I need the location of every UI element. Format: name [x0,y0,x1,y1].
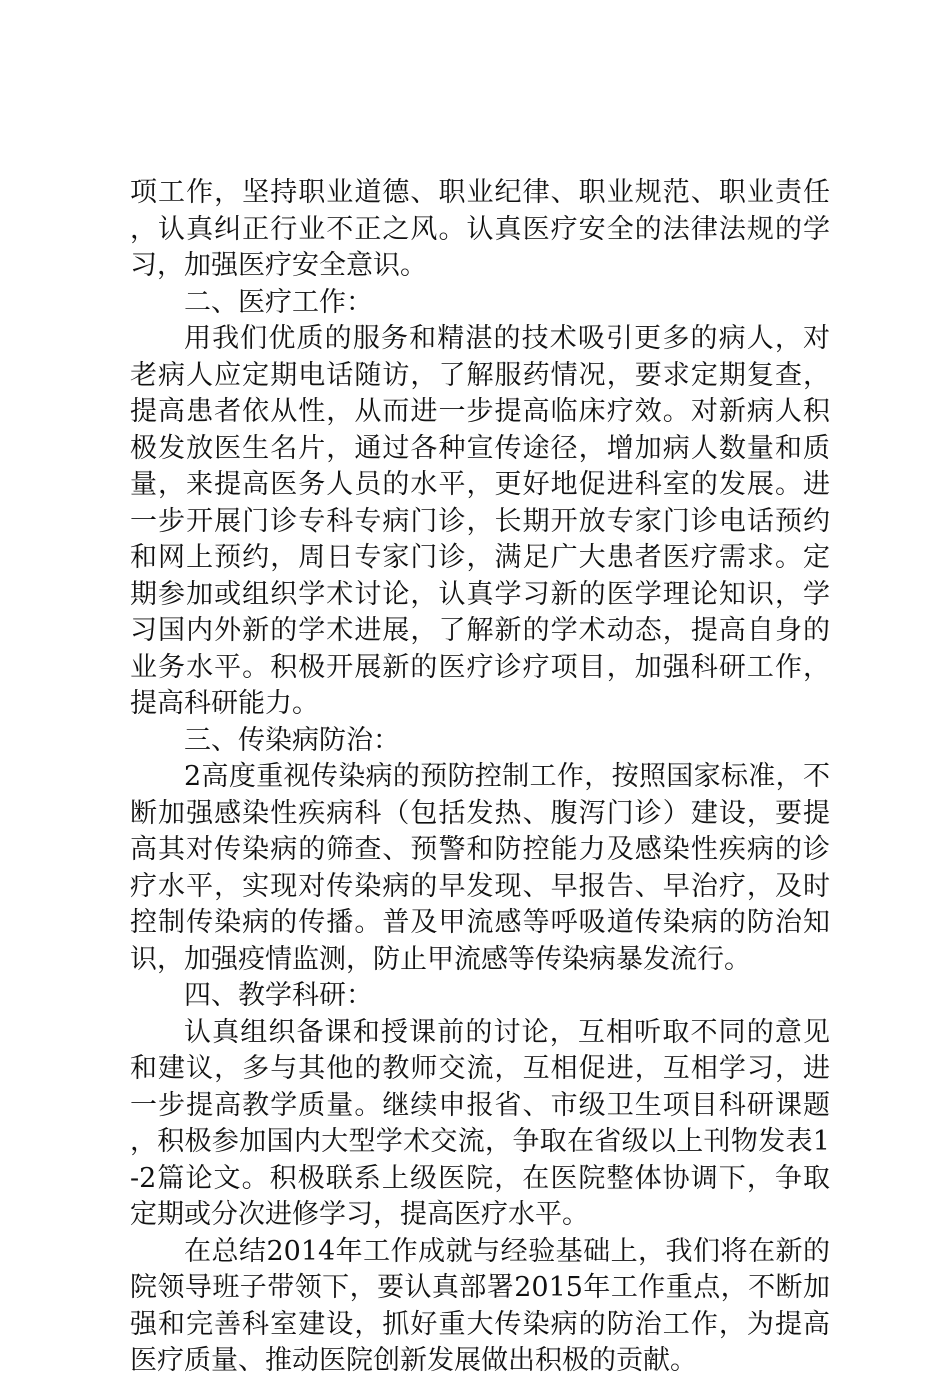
heading-infectious-disease: 三、传染病防治： [184,724,400,756]
paragraph-continuation: 项工作，坚持职业道德、职业纪律、职业规范、职业责任，认真纠正行业不正之风。认真医疗安全的法律法规的学习，加强医疗安全意识。 [130,177,830,281]
heading-teaching-research: 四、教学科研： [184,980,373,1011]
paragraph-infectious-disease: 2高度重视传染病的预防控制工作，按照国家标准，不断加强感染性疾病科（包括发热、腹泻门诊）建设，要提高其对传染病的筛查、预警和防控能力及感染性疾病的诊疗水平，实现对传染病的早发现、早报告、早治疗，及时控制传染病的传播。普及甲流感等呼吸道传染病的防治知识，加强疫情监测，防止甲流感等传染病暴发流行。 [130,761,830,975]
paragraph-conclusion: 在总结2014年工作成就与经验基础上，我们将在新的院领导班子带领下，要认真部署2015年工作重点，不断加强和完善科室建设，抓好重大传染病的防治工作，为提高医疗质量、推动医院创新发展做出积极的贡献。 [130,1235,830,1376]
paragraph-medical-work: 用我们优质的服务和精湛的技术吸引更多的病人，对老病人应定期电话随访，了解服药情况，要求定期复查，提高患者依从性，从而进一步提高临床疗效。对新病人积极发放医生名片，通过各种宣传途径，增加病人数量和质量，来提高医务人员的水平，更好地促进科室的发展。进一步开展门诊专科专病门诊，长期开放专家门诊电话预约和网上预约，周日专家门诊，满足广大患者医疗需求。定期参加或组织学术讨论，认真学习新的医学理论知识，学习国内外新的学术进展，了解新的学术动态，提高自身的业务水平。积极开展新的医疗诊疗项目，加强科研工作，提高科研能力。 [130,323,830,719]
document-body [130,175,830,1380]
heading-medical-work: 二、医疗工作： [184,286,373,318]
paragraph-teaching-research: 认真组织备课和授课前的讨论，互相听取不同的意见和建议，多与其他的教师交流，互相促进，互相学习，进一步提高教学质量。继续申报省、市级卫生项目科研课题，积极参加国内大型学术交流，争取在省级以上刊物发表1-2篇论文。积极联系上级医院，在医院整体协调下，争取定期或分次进修学习，提高医疗水平。 [130,1016,830,1230]
